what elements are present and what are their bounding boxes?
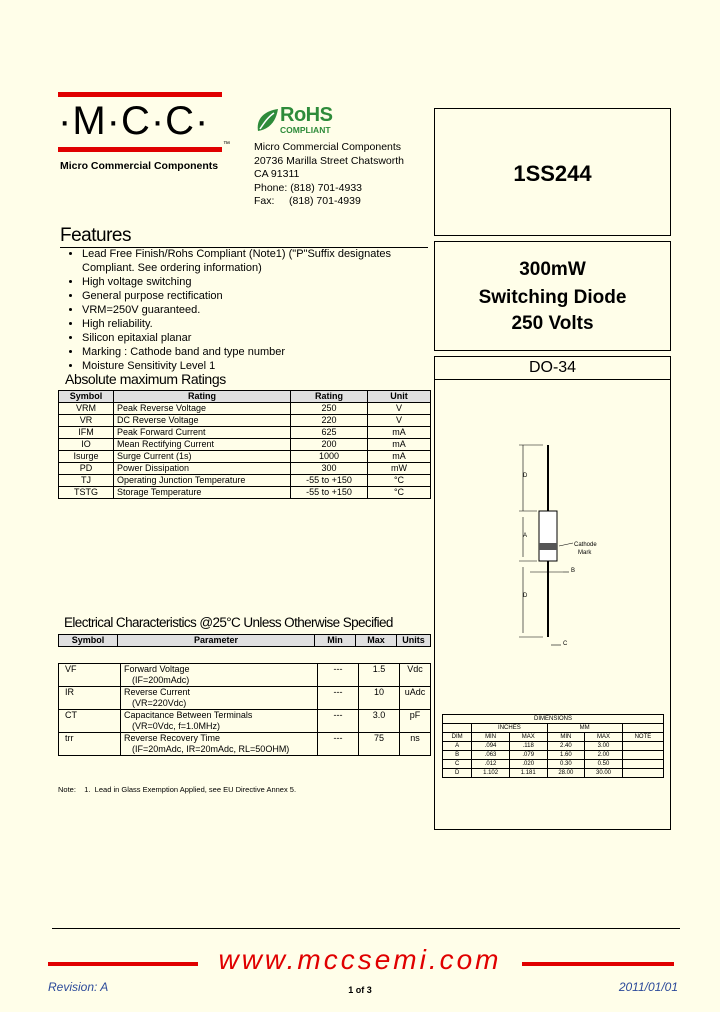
- abs-max-header: Rating: [114, 391, 291, 403]
- abs-val: 300: [291, 463, 368, 475]
- package-box: [434, 356, 671, 830]
- revision: Revision: A: [48, 980, 109, 994]
- elec-table: [58, 663, 431, 756]
- elec-row: [59, 710, 431, 733]
- abs-max-row: [59, 439, 431, 451]
- features-list: [62, 247, 442, 373]
- summary-line-1: 300mW: [519, 259, 586, 280]
- abs-name: Operating Junction Temperature: [114, 475, 291, 487]
- dim-header: MAX: [585, 733, 623, 742]
- abs-max-row: [59, 487, 431, 499]
- abs-val: 200: [291, 439, 368, 451]
- elec-row: [59, 733, 431, 756]
- feature-item: • Moisture Sensitivity Level 1: [82, 359, 442, 373]
- elec-header: Symbol: [59, 635, 118, 647]
- dim-cell: 2.00: [585, 751, 623, 760]
- abs-name: Power Dissipation: [114, 463, 291, 475]
- abs-max-row: [59, 427, 431, 439]
- dim-cell: B: [443, 751, 472, 760]
- abs-val: 625: [291, 427, 368, 439]
- address-line: CA 91311: [254, 168, 300, 180]
- dim-header: NOTE: [622, 733, 663, 742]
- abs-val: -55 to +150: [291, 487, 368, 499]
- dim-cell: .063: [472, 751, 510, 760]
- elec-max: 10: [359, 687, 400, 710]
- package-name: DO-34: [528, 359, 577, 376]
- abs-sym: IO: [59, 439, 114, 451]
- dim-cell: 1.60: [547, 751, 585, 760]
- address-line: 20736 Marilla Street Chatsworth: [254, 154, 404, 167]
- elec-header: Min: [315, 635, 356, 647]
- elec-header: Max: [356, 635, 397, 647]
- abs-sym: Isurge: [59, 451, 114, 463]
- elec-param: [121, 733, 318, 756]
- dim-row: [443, 769, 664, 778]
- abs-name: Surge Current (1s): [114, 451, 291, 463]
- abs-max-table: [58, 390, 431, 499]
- dim-cell: 1.181: [509, 769, 547, 778]
- footer-bar-right: [522, 962, 674, 966]
- rohs-compliant: COMPLIANT: [280, 125, 331, 135]
- package-name-underline: [435, 379, 670, 380]
- abs-sym: TJ: [59, 475, 114, 487]
- abs-unit: V: [368, 403, 431, 415]
- dim-label-d-bottom: D: [523, 593, 528, 599]
- elec-header-table: [58, 634, 431, 647]
- footer-bar-left: [48, 962, 198, 966]
- elec-param-cond: (IF=200mAdc): [132, 675, 190, 685]
- abs-max-header: Rating: [291, 391, 368, 403]
- feature-item: • Silicon epitaxial planar: [82, 331, 442, 345]
- feature-item: • High reliability.: [82, 317, 442, 331]
- do34-outline-drawing: [435, 427, 672, 667]
- abs-max-title: Absolute maximum Ratings: [65, 371, 226, 387]
- dimensions-table: [442, 714, 664, 778]
- dim-blank: [443, 724, 472, 733]
- abs-max-header: Symbol: [59, 391, 114, 403]
- rohs-title: RoHS: [280, 104, 333, 126]
- address-line: Micro Commercial Components: [254, 141, 402, 153]
- dim-header: DIM: [443, 733, 472, 742]
- elec-min: ---: [318, 664, 359, 687]
- elec-header: Parameter: [118, 635, 315, 647]
- elec-param-cond: (VR=0Vdc, f=1.0MHz): [132, 721, 221, 731]
- abs-name: Mean Rectifying Current: [114, 439, 291, 451]
- page-number: 1 of 3: [348, 985, 372, 995]
- elec-param: [121, 710, 318, 733]
- footer-rule: [52, 928, 680, 929]
- feature-item: • High voltage switching: [82, 275, 442, 289]
- elec-param-line: Reverse Current: [124, 687, 191, 697]
- dim-cell: .118: [509, 742, 547, 751]
- abs-sym: IFM: [59, 427, 114, 439]
- elec-param: [121, 687, 318, 710]
- dim-blank: [622, 724, 663, 733]
- dim-cell: D: [443, 769, 472, 778]
- dim-cell: 1.102: [472, 769, 510, 778]
- abs-val: 220: [291, 415, 368, 427]
- elec-unit: ns: [400, 733, 431, 756]
- dim-cell: [622, 769, 663, 778]
- abs-max-row: [59, 475, 431, 487]
- elec-sym: trr: [59, 733, 121, 756]
- dim-row: [443, 742, 664, 751]
- dim-label-a: A: [523, 533, 528, 539]
- dim-cell: [622, 742, 663, 751]
- elec-sym: IR: [59, 687, 121, 710]
- elec-param-line: Reverse Recovery Time: [124, 733, 221, 743]
- summary-box: [434, 241, 671, 351]
- dimensions-title: DIMENSIONS: [443, 715, 664, 724]
- dim-label-d-top: D: [523, 473, 528, 479]
- elec-min: ---: [318, 733, 359, 756]
- elec-min: ---: [318, 710, 359, 733]
- dim-cell: 30.00: [585, 769, 623, 778]
- abs-val: -55 to +150: [291, 475, 368, 487]
- logo-bottom-bar: [58, 147, 222, 152]
- dim-cell: A: [443, 742, 472, 751]
- rohs-leaf-icon: [254, 107, 280, 135]
- elec-title: Electrical Characteristics @25°C Unless Otherwise Specified: [64, 615, 393, 630]
- dim-cell: 2.40: [547, 742, 585, 751]
- elec-unit: uAdc: [400, 687, 431, 710]
- footnote: Note: 1. Lead in Glass Exemption Applied, see EU Directive Annex 5.: [58, 785, 297, 794]
- feature-item: • General purpose rectification: [82, 289, 442, 303]
- abs-unit: mA: [368, 451, 431, 463]
- feature-item: • Lead Free Finish/Rohs Compliant (Note1) ("P"Suffix designates Compliant. See ordering information): [82, 247, 442, 275]
- dim-cell: .079: [509, 751, 547, 760]
- abs-name: DC Reverse Voltage: [114, 415, 291, 427]
- mcc-logo: ·M·C·C·: [58, 99, 210, 143]
- dim-header: MIN: [547, 733, 585, 742]
- feature-item: • VRM=250V guaranteed.: [82, 303, 442, 317]
- dim-cell: .020: [509, 760, 547, 769]
- abs-unit: mA: [368, 439, 431, 451]
- abs-unit: °C: [368, 475, 431, 487]
- dim-cell: C: [443, 760, 472, 769]
- abs-max-header: Unit: [368, 391, 431, 403]
- footer-website: www.mccsemi.com: [218, 944, 502, 975]
- summary-line-3: 250 Volts: [511, 313, 594, 334]
- address-line: Fax: (818) 701-4939: [254, 195, 361, 207]
- elec-sym: CT: [59, 710, 121, 733]
- dim-cell: .094: [472, 742, 510, 751]
- elec-max: 1.5: [359, 664, 400, 687]
- elec-param-cond: (VR=220Vdc): [132, 698, 187, 708]
- elec-param-line: Capacitance Between Terminals: [124, 710, 253, 720]
- abs-unit: V: [368, 415, 431, 427]
- abs-max-row: [59, 463, 431, 475]
- cathode-label-line: Mark: [578, 550, 592, 556]
- feature-item: • Marking : Cathode band and type number: [82, 345, 442, 359]
- elec-sym: VF: [59, 664, 121, 687]
- dim-cell: 3.00: [585, 742, 623, 751]
- logo-top-bar: [58, 92, 222, 97]
- dimensions-table-wrap: [442, 714, 664, 778]
- part-number: 1SS244: [513, 161, 592, 186]
- cathode-label-line: Cathode: [574, 542, 597, 548]
- abs-val: 1000: [291, 451, 368, 463]
- abs-name: Storage Temperature: [114, 487, 291, 499]
- elec-max: 75: [359, 733, 400, 756]
- elec-min: ---: [318, 687, 359, 710]
- dim-group-inches: INCHES: [472, 724, 547, 733]
- abs-sym: VR: [59, 415, 114, 427]
- elec-param-cond: (IF=20mAdc, IR=20mAdc, RL=50OHM): [132, 744, 290, 754]
- part-number-box: [434, 108, 671, 236]
- abs-unit: mA: [368, 427, 431, 439]
- trademark: ™: [223, 141, 230, 148]
- abs-unit: °C: [368, 487, 431, 499]
- dim-row: [443, 760, 664, 769]
- dim-cell: 28.00: [547, 769, 585, 778]
- abs-unit: mW: [368, 463, 431, 475]
- features-title: Features: [60, 225, 131, 246]
- dim-label-b: B: [571, 568, 576, 574]
- address-block: [254, 141, 404, 209]
- address-line: Phone: (818) 701-4933: [254, 181, 362, 194]
- abs-name: Peak Reverse Voltage: [114, 403, 291, 415]
- elec-unit: Vdc: [400, 664, 431, 687]
- elec-param-line: Forward Voltage: [124, 664, 190, 674]
- summary-line-2: Switching Diode: [478, 287, 627, 308]
- dim-header: MIN: [472, 733, 510, 742]
- dim-cell: .012: [472, 760, 510, 769]
- cathode-label: [574, 541, 597, 557]
- dim-group-mm: MM: [547, 724, 622, 733]
- dim-header: MAX: [509, 733, 547, 742]
- abs-max-row: [59, 451, 431, 463]
- elec-row: [59, 687, 431, 710]
- elec-row: [59, 664, 431, 687]
- dim-cell: [622, 751, 663, 760]
- abs-sym: PD: [59, 463, 114, 475]
- company-tagline: Micro Commercial Components: [60, 160, 219, 172]
- elec-max: 3.0: [359, 710, 400, 733]
- abs-max-row: [59, 415, 431, 427]
- dim-cell: 0.30: [547, 760, 585, 769]
- dim-cell: [622, 760, 663, 769]
- abs-val: 250: [291, 403, 368, 415]
- dim-label-c: C: [563, 641, 568, 647]
- elec-unit: pF: [400, 710, 431, 733]
- dim-row: [443, 751, 664, 760]
- footer-date: 2011/01/01: [618, 980, 678, 994]
- elec-header: Units: [397, 635, 431, 647]
- abs-sym: TSTG: [59, 487, 114, 499]
- abs-max-row: [59, 403, 431, 415]
- abs-sym: VRM: [59, 403, 114, 415]
- abs-name: Peak Forward Current: [114, 427, 291, 439]
- elec-param: [121, 664, 318, 687]
- dim-cell: 0.50: [585, 760, 623, 769]
